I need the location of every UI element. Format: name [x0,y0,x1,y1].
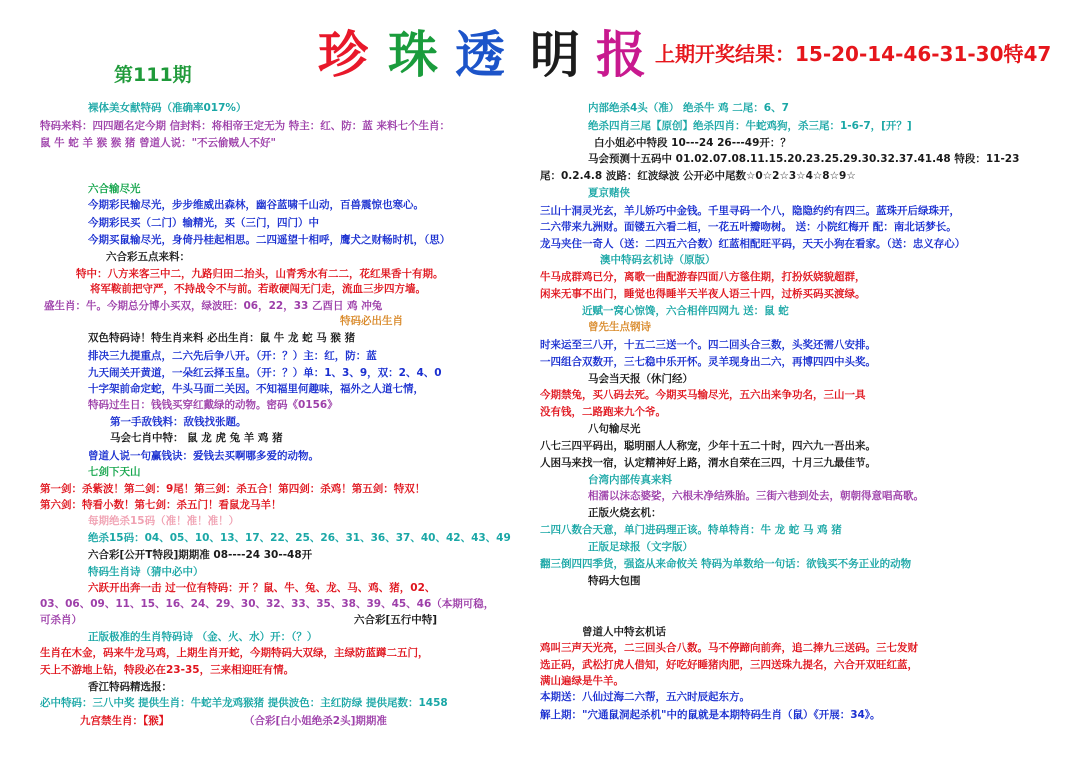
left-line: 六合彩[五行中特] [354,614,438,626]
left-line: 特码生肖诗（猜中必中） [88,566,204,578]
left-line: 盛生肖：牛。今期总分博小买双，绿波旺：06，22，33 乙酉日 鸡 冲兔 [44,300,383,312]
left-line: 裸体美女献特码（准确率017%） [88,102,247,114]
right-line: 正版火烧玄机： [588,507,662,519]
right-line: 澳中特码玄机诗（原版） [600,254,716,266]
left-line: 六合输尽光 [88,183,141,195]
left-line: 今期买鼠输尽光，身倚丹桂起相思。二四遥望十相呼，鹰犬之财畅时机，（思） [88,234,451,246]
right-line: 时来运至三八开，十五二三送一个。四二回头合三数，头奖还需八安排。 [540,339,876,351]
left-line: 今期彩民输尽光，步步维威出森林，幽谷蓝啸千山动，百兽震惊也寒心。 [88,199,424,211]
last-result: 上期开奖结果：15-20-14-46-31-30特47 [655,42,1052,66]
right-line: 正版足球报（文字版） [588,541,693,553]
left-line: 正版极准的生肖特码诗 （金、火、水）开：（？） [88,631,318,643]
left-line: 可杀肖） [40,614,82,626]
right-line: 白小姐必中特段 10---24 26---49开：？ [594,137,791,149]
left-line: 每期绝杀15码（准！准！准！） [88,515,240,527]
right-line: 人困马来找一宿，认定精神好上路，渭水自荣在三四，十月三九最佳节。 [540,457,876,469]
left-line: 天上不游地上钻，特段必在23-35，三来相迎旺有情。 [40,664,295,676]
right-line: 内部绝杀4头（准） 绝杀牛 鸡 二尾：6、7 [588,102,789,114]
left-line: 六合彩[公开T特段]期期准 08----24 30--48开 [88,549,313,561]
left-line: 六合彩五点来料： [106,251,190,263]
left-line: 七剑下天山 [88,466,141,478]
right-line: 台湾内部传真来料 [588,474,672,486]
left-line: 十字架前命定蛇，牛头马面二关因。不知福里何趣味，福外之人道七情， [88,383,424,395]
left-line: 特码来料：四四题名定今期 信封料：将相帝王定无为 特主：红、防：蓝 来料七个生肖： [40,120,450,132]
right-line: 龙马夹住一奇人（送：二四五六合数）红蓝相配旺平码，天天小狗在看家。（送：忠义存心） [540,238,966,250]
left-line: 马会七肖中特： 鼠 龙 虎 兔 羊 鸡 猪 [110,432,283,444]
right-line: 八句输尽光 [588,423,641,435]
right-line: 曾先生点钢诗 [588,321,651,333]
right-line: 没有钱，二路跑来九个爷。 [540,406,666,418]
left-line: 双色特码诗！特生肖来料 必出生肖：鼠 牛 龙 蛇 马 猴 猪 [88,332,356,344]
title-char-1: 珍 [318,25,368,84]
left-line: 必中特码：三八中奖 提供生肖：牛蛇羊龙鸡猴猪 提供波色：主红防绿 提供尾数：1458 [40,697,448,709]
issue-number: 第111期 [114,64,192,86]
right-line: 近赋一窝心惊馋，六合相伴四网九 送：鼠 蛇 [582,305,789,317]
left-line: 香江特码精选报： [88,681,172,693]
left-line: 鼠 牛 蛇 羊 猴 猴 猪 曾道人说："不云偷贼人不好" [40,137,277,149]
right-line: 闲来无事不出门，睡觉也得睡半天半夜人语三十四，过桥买码买渡绿。 [540,288,866,300]
left-line: （合彩[白小姐绝杀2头]期期准 [244,715,387,727]
right-line: 满山遍绿是牛羊。 [540,675,624,687]
left-line: 特中：八方来客三中二，九路归田二抬头，山青秀水有二二，花红果香十有期。 [76,268,444,280]
left-line: 特码必出生肖 [340,315,403,327]
right-line: 马会预测十五码中 01.02.07.08.11.15.20.23.25.29.30.32.37.41.48 特段：11-23 [588,153,1020,165]
left-line: 九宫禁生肖：【猴】 [80,715,170,727]
right-line: 三山十洞灵光玄，羊儿娇巧中金钱。千里寻码一个八，隐隐约约有四三。蓝珠开后绿珠开， [540,205,960,217]
right-line: 今期禁兔，买八码去死。今期买马输尽光，五六出来争功名，三山一具 [540,389,866,401]
right-line: 二四八数合天意，单门进码理正该。特单特肖：牛 龙 蛇 马 鸡 猪 [540,524,842,536]
left-line: 03、06、09、11、15、16、24、29、30、32、33、35、38、39、45、46（本期可稳， [40,598,495,610]
left-line: 第一剑：杀紫波！第二剑：9尾！第三剑：杀五合！第四剑：杀鸡！第五剑：特双！ [40,483,426,495]
right-line: 翻三倒四四季货，强盗从来命攸关 特码为单数给一句话：欲钱买不务正业的动物 [540,558,912,570]
left-line: 特码过生日：钱钱买穿红戴绿的动物。密码《0156》 [88,399,338,411]
right-line: 本期送：八仙过海二六帮，五六时辰起东方。 [540,691,750,703]
left-line: 将军鞍前把守严，不持战令不与前。若敢硬闯无门走，流血三步四方墙。 [90,283,426,295]
left-line: 生肖在木金，码来牛龙马鸡，上期生肖开蛇，今期特码大双绿，主绿防蓝蹲二五门， [40,647,429,659]
right-line: 鸡叫三声天光亮，二三回头合八数。马不停蹄向前奔，追二捧九三送码。三七发财 [540,642,918,654]
right-line: 马会当天报（休门经） [588,373,693,385]
right-line: 特码大包围 [588,575,641,587]
title-char-4: 明 [530,25,580,84]
right-line: 夏京赌侠 [588,187,630,199]
title-char-2: 珠 [388,25,438,84]
right-line: 牛马成群鸡已分，离歌一曲配游春四面八方毯住期，打扮妖娆貌超群， [540,271,866,283]
left-line: 今期彩民买（二门）输精光，买（三门，四门）中 [88,217,319,229]
left-line: 第一手敌钱料：敌钱找张题。 [110,416,247,428]
title-char-5: 报 [596,25,646,84]
right-line: 一四组合双数开，三七稳中乐开怀。灵羊现身出二六，再博四四中头奖。 [540,356,876,368]
right-line: 解上期："穴通鼠洞起杀机"中的鼠就是本期特码生肖（鼠）《开展：34》。 [540,709,881,721]
right-line: 曾道人中特玄机话 [582,626,666,638]
right-line: 二六带来九洲财。面镂五六看二桓，一花五叶瓣吻树。 送：小院红梅开 配：南北话梦长。 [540,221,957,233]
right-line: 相濡以沫态婆娑，六根未净结殊胎。三街六巷到处去，朝朝得意唱高歌。 [588,490,924,502]
left-line: 九天闹关开黄道，一朵红云择玉皇。（开：？）单：1、3、9，双：2、4、0 [88,367,442,379]
left-line: 曾道人说一句赢钱诀：爱钱去买啊哪多爱的动物。 [88,450,319,462]
right-line: 绝杀四肖三尾【原创】绝杀四肖：牛蛇鸡狗，杀三尾：1-6-7，[开？] [588,120,912,132]
left-line: 第六剑：特看小数！第七剑：杀五门！看鼠龙马羊！ [40,499,282,511]
right-line: 选正码，武松打虎人借知，好吃好睡猪肉肥，三四送珠九提名，六合开双旺红蓝， [540,659,918,671]
title-char-3: 透 [455,25,505,84]
left-line: 绝杀15码：04、05、10、13、17、22、25、26、31、36、37、40、42、43、49 [88,532,511,544]
left-line: 六跃开出奔一击 过一位有特码：开 ？鼠、牛、兔、龙、马、鸡、猪，02、 [88,582,436,594]
right-line: 尾：0.2.4.8 波路：红波绿波 公开必中尾数☆0☆2☆3☆4☆8☆9☆ [540,170,856,182]
right-line: 八七三四平码出，聪明丽人人称宠，少年十五二十时，四六九一吾出来。 [540,440,876,452]
left-line: 排决三九提重点，二六先后争八开。（开：？）主：红，防：蓝 [88,350,377,362]
